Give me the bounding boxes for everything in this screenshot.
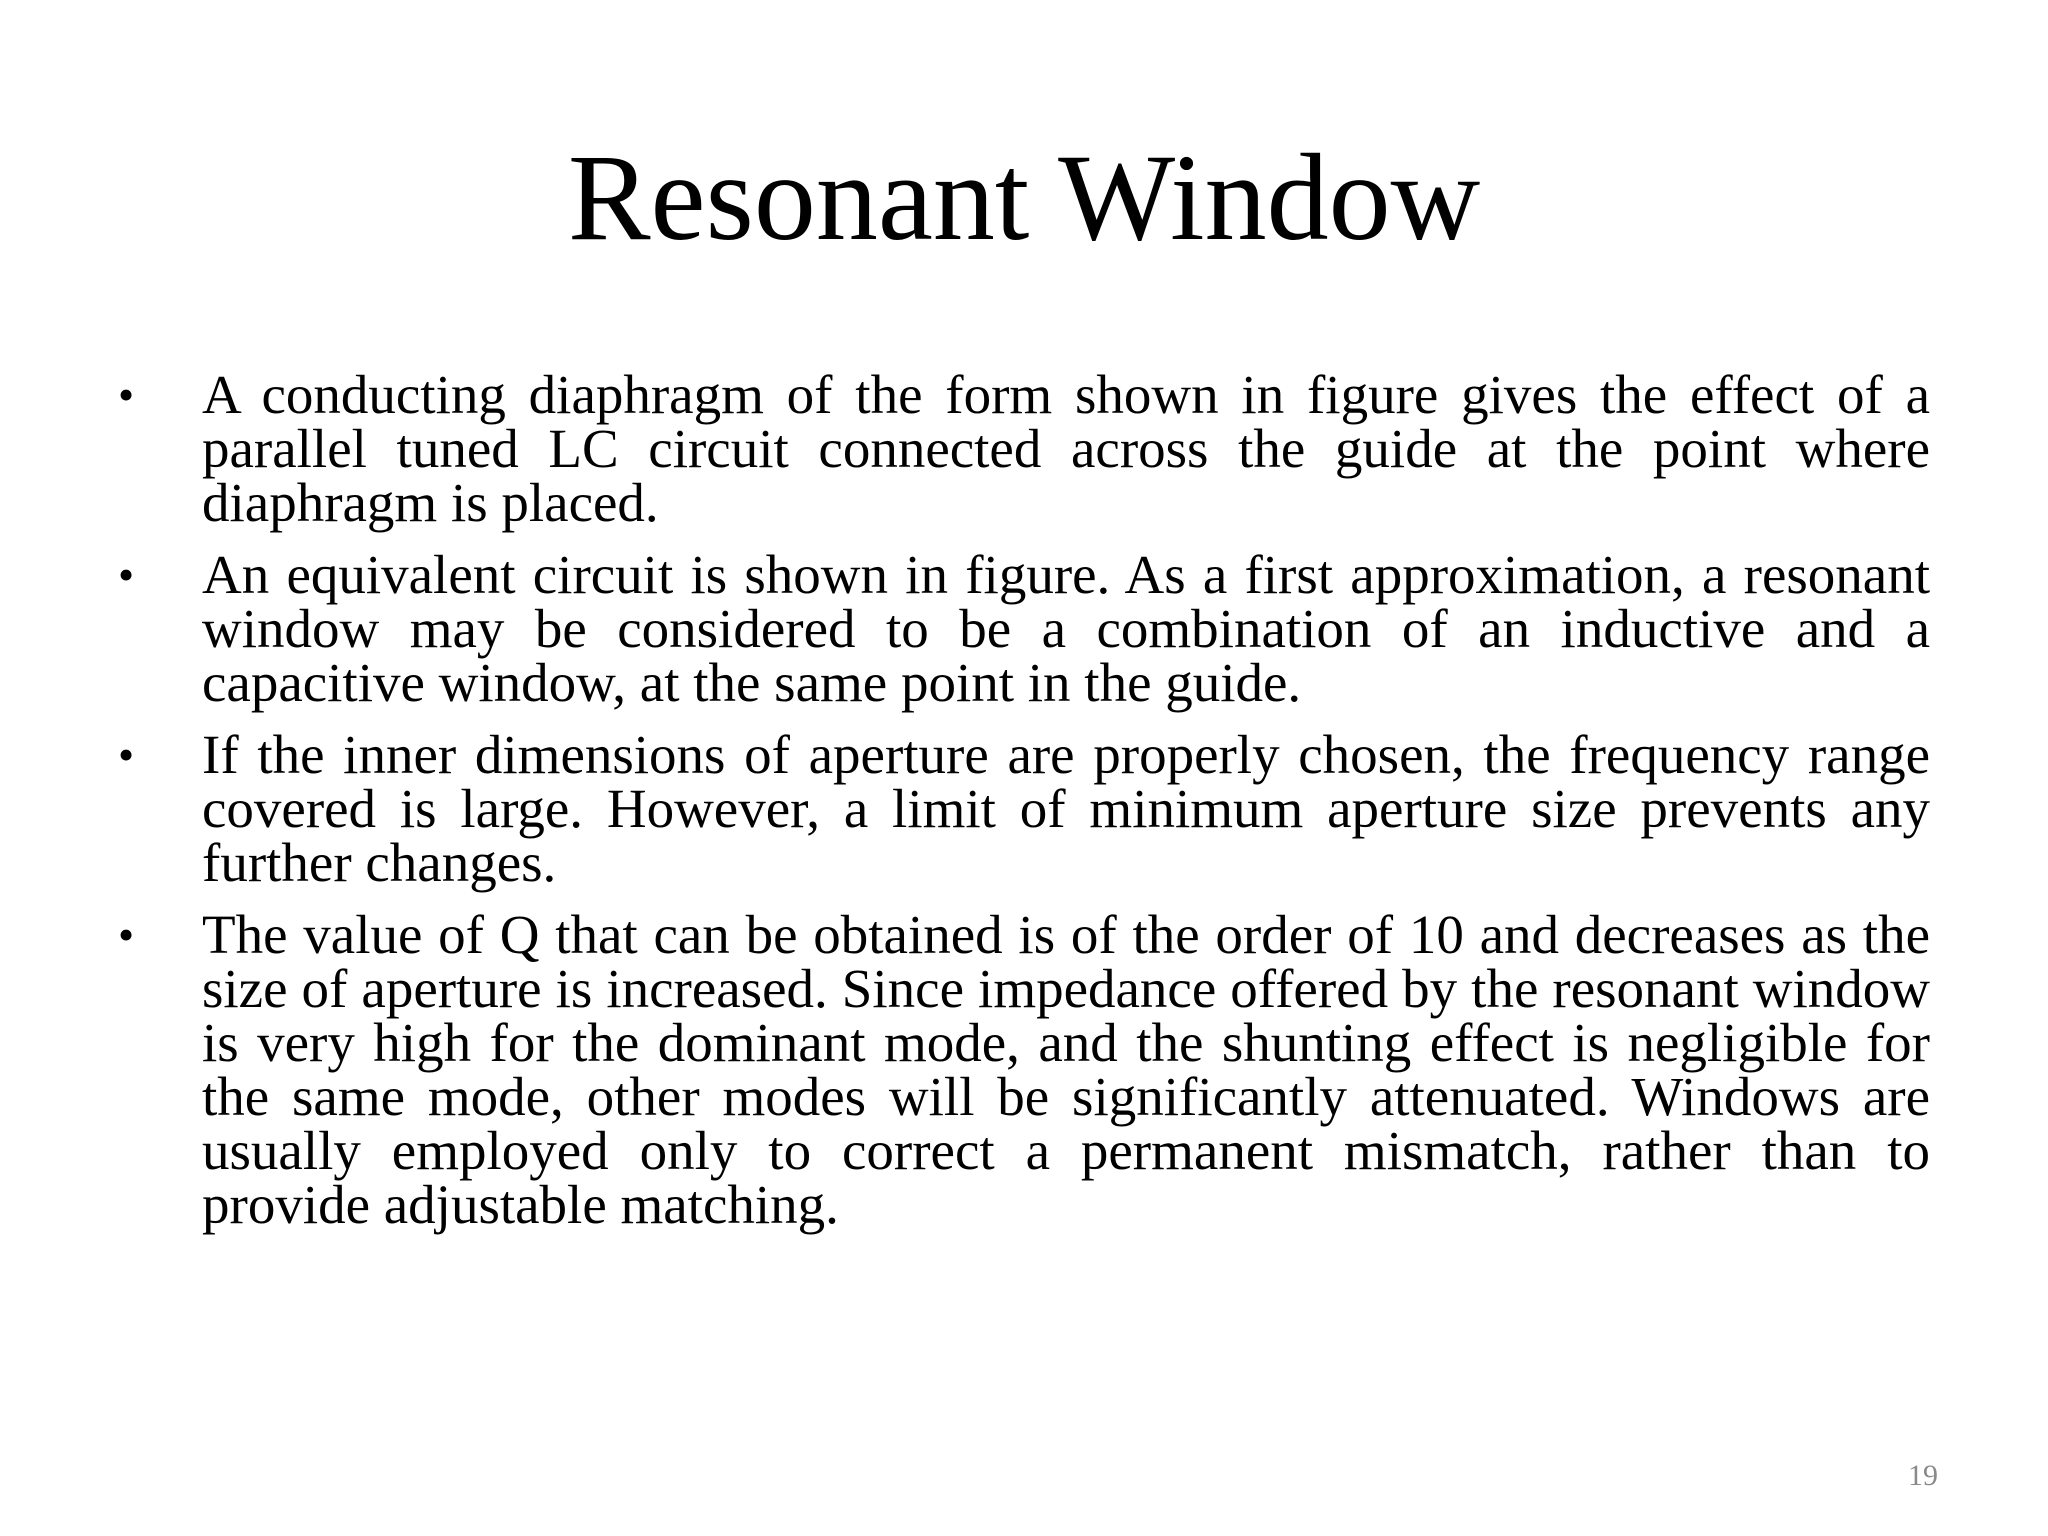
bullet-item <box>118 904 1930 1235</box>
bullet-text: The value of Q that can be obtained is of the order of 10 and decreases as the size of aperture is increased. Since impedance offered by the resonant window is very high for the dominant mode, and the shunting effect is negligible for the same mode, other modes will be significantly attenuated. Windows are usually employed only to correct a permanent mismatch, rather than to provide adjustable matching. <box>202 904 1930 1235</box>
bullet-icon: • <box>118 549 135 600</box>
bullet-text: An equivalent circuit is shown in figure. As a first approximation, a resonant window may be considered to be a combination of an inductive and a capacitive window, at the same point in the guide. <box>202 544 1930 713</box>
bullet-icon: • <box>118 909 135 960</box>
bullet-item <box>118 364 1930 533</box>
bullet-item <box>118 544 1930 713</box>
bullet-text: If the inner dimensions of aperture are properly chosen, the frequency range covered is large. However, a limit of minimum aperture size prevents any further changes. <box>202 724 1930 893</box>
bullet-text: A conducting diaphragm of the form shown in figure gives the effect of a parallel tuned LC circuit connected across the guide at the point where diaphragm is placed. <box>202 364 1930 533</box>
bullet-list <box>118 364 1930 1250</box>
bullet-icon: • <box>118 369 135 420</box>
bullet-icon: • <box>118 729 135 780</box>
page-number: 19 <box>1908 1459 1938 1492</box>
slide-title: Resonant Window <box>567 129 1481 266</box>
bullet-item <box>118 724 1930 893</box>
